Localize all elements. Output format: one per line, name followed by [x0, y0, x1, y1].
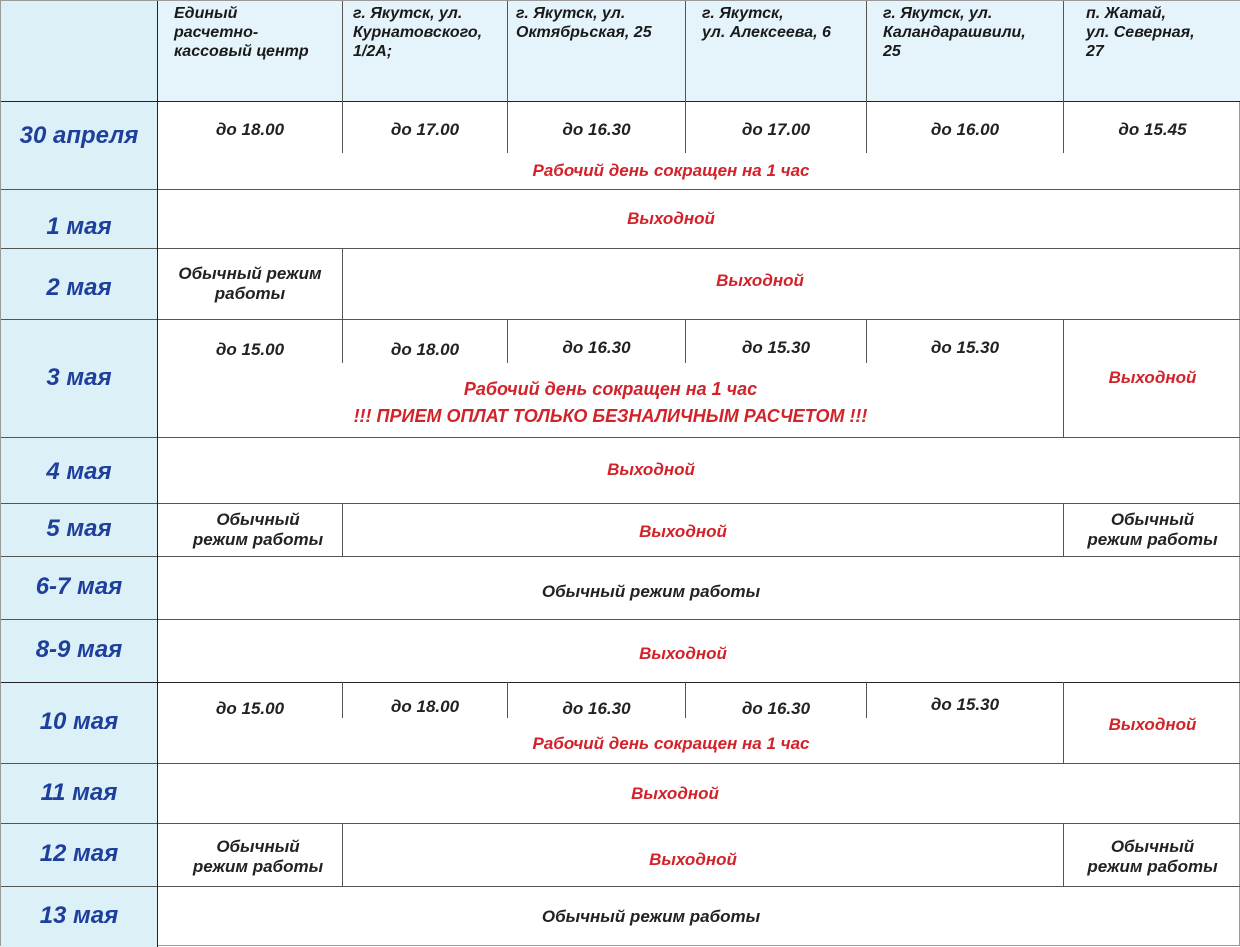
normal-mode-label: Обычный режим работы [541, 906, 761, 926]
header-col-4: г. Якутск, ул. Алексеева, 6 [702, 5, 831, 41]
day-off-label: Выходной [627, 208, 715, 228]
day-off-label: Выходной [607, 459, 695, 479]
time-cell: до 15.30 [741, 337, 811, 357]
date-label: 3 мая [46, 363, 112, 391]
time-cell: до 16.30 [562, 337, 631, 357]
time-cell: до 16.30 [741, 698, 811, 718]
normal-mode-cell: Обычный режим работы [192, 509, 324, 549]
date-label: 12 мая [39, 840, 119, 868]
time-cell: до 16.00 [930, 119, 1000, 139]
time-cell: до 16.30 [562, 698, 631, 718]
day-off-label: Выходной [639, 643, 727, 663]
cashless-payment-note: !!! ПРИЕМ ОПЛАТ ТОЛЬКО БЕЗНАЛИЧНЫМ РАСЧЕТОМ !!! [353, 406, 868, 427]
time-cell: до 15.00 [215, 698, 285, 718]
date-label: 2 мая [46, 273, 112, 301]
header-col-1: Единый расчетно- кассовый центр [174, 5, 309, 60]
time-cell: до 15.30 [930, 694, 1000, 714]
day-off-label: Выходной [716, 270, 804, 290]
header-col-2: г. Якутск, ул. Курнатовского, 1/2А; [353, 5, 483, 60]
time-cell: до 18.00 [215, 119, 285, 139]
date-label: 6-7 мая [35, 573, 123, 601]
day-off-label: Выходной [639, 521, 727, 541]
time-cell: до 17.00 [741, 119, 811, 139]
time-cell: до 17.00 [390, 119, 460, 139]
date-label: 11 мая [40, 778, 118, 806]
header-col-3: г. Якутск, ул. Октябрьская, 25 [516, 5, 652, 41]
date-label: 10 мая [39, 708, 119, 736]
time-cell: до 15.45 [1118, 119, 1187, 139]
time-cell: до 18.00 [390, 696, 460, 716]
normal-mode-cell: Обычный режим работы [178, 263, 322, 303]
date-label: 30 апреля [19, 121, 139, 149]
date-label: 13 мая [39, 902, 119, 930]
date-label: 1 мая [46, 212, 112, 240]
normal-mode-cell: Обычный режим работы [192, 836, 324, 876]
time-cell: до 15.30 [930, 337, 1000, 357]
shortened-day-note: Рабочий день сокращен на 1 час [532, 160, 810, 180]
shortened-day-note: Рабочий день сокращен на 1 час [532, 733, 810, 753]
header-col-6: п. Жатай, ул. Северная, 27 [1086, 5, 1195, 60]
time-cell: до 15.00 [215, 339, 285, 359]
date-label: 5 мая [46, 515, 112, 543]
date-label: 4 мая [46, 457, 112, 485]
shortened-day-note: Рабочий день сокращен на 1 час [463, 379, 758, 400]
day-off-label: Выходной [649, 849, 737, 869]
date-label: 8-9 мая [35, 636, 123, 664]
header-col-5: г. Якутск, ул. Каландарашвили, 25 [883, 5, 1026, 60]
time-cell: до 16.30 [562, 119, 631, 139]
day-off-label: Выходной [1108, 367, 1197, 387]
time-cell: до 18.00 [390, 339, 460, 359]
normal-mode-label: Обычный режим работы [541, 581, 761, 601]
day-off-label: Выходной [1108, 714, 1197, 734]
normal-mode-cell: Обычный режим работы [1087, 836, 1218, 876]
day-off-label: Выходной [631, 783, 719, 803]
normal-mode-cell: Обычный режим работы [1087, 509, 1218, 549]
